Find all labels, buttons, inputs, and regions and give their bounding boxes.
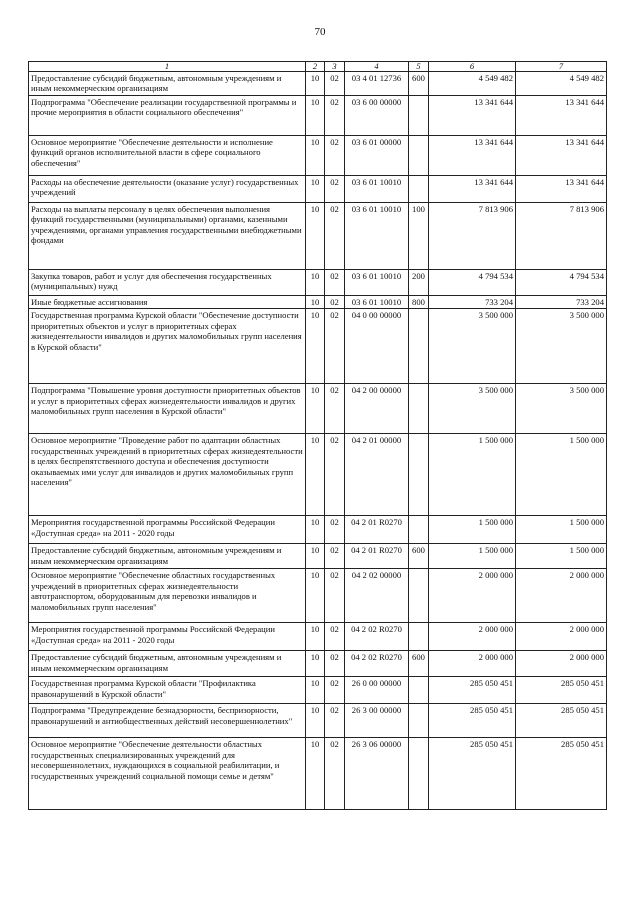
cell-subsection: 02 (325, 135, 345, 175)
cell-name: Государственная программа Курской области "Профилактика правонарушений в Курской области" (29, 677, 306, 704)
cell-name: Основное мероприятие "Обеспечение деятельности и исполнение функций органов исполнительной власти в сфере социального обеспечения" (29, 135, 306, 175)
table-row (29, 704, 607, 738)
cell-amount-1: 13 341 644 (429, 135, 516, 175)
cell-expense-type (409, 384, 429, 434)
cell-expense-type: 100 (409, 202, 429, 269)
cell-name: Основное мероприятие "Обеспечение областных государственных учреждений в приоритетных сферах жизнедеятельности автотранспортом, оборудованным для перевозки инвалидов и маломобильных групп населения" (29, 569, 306, 623)
cell-subsection: 02 (325, 295, 345, 308)
cell-amount-1: 13 341 644 (429, 95, 516, 135)
budget-table (28, 61, 607, 810)
cell-amount-1: 13 341 644 (429, 175, 516, 202)
cell-amount-2: 2 000 000 (516, 569, 607, 623)
cell-expense-type (409, 704, 429, 738)
cell-target-article: 26 3 00 00000 (345, 704, 409, 738)
cell-amount-1: 1 500 000 (429, 544, 516, 569)
cell-amount-2: 285 050 451 (516, 677, 607, 704)
cell-section: 10 (306, 309, 325, 384)
table-row (29, 269, 607, 295)
cell-target-article: 04 2 01 R0270 (345, 544, 409, 569)
cell-name: Основное мероприятие "Обеспечение деятельности областных государственных специализированных учреждений для несовершеннолетних, нуждающихся в социальной реабилитации, и государственных учреждений социальной помощи семье и детям" (29, 738, 306, 810)
cell-expense-type (409, 623, 429, 651)
header-col-4: 4 (345, 62, 409, 72)
header-col-5: 5 (409, 62, 429, 72)
cell-amount-2: 3 500 000 (516, 384, 607, 434)
cell-section: 10 (306, 434, 325, 516)
cell-expense-type: 600 (409, 72, 429, 96)
cell-section: 10 (306, 175, 325, 202)
cell-amount-1: 3 500 000 (429, 309, 516, 384)
cell-amount-1: 2 000 000 (429, 569, 516, 623)
cell-name: Предоставление субсидий бюджетным, автономным учреждениям и иным некоммерческим организациям (29, 544, 306, 569)
cell-name: Подпрограмма "Повышение уровня доступности приоритетных объектов и услуг в приоритетных сферах жизнедеятельности инвалидов и других маломобильных групп населения в Курской области" (29, 384, 306, 434)
page-number: 70 (314, 26, 326, 38)
cell-name: Основное мероприятие "Проведение работ по адаптации областных государственных учреждений в приоритетных сферах жизнедеятельности в целях беспрепятственного доступа и обеспечения доступности оказываемых ими услуг для инвалидов и других маломобильных групп населения" (29, 434, 306, 516)
cell-amount-2: 1 500 000 (516, 434, 607, 516)
cell-target-article: 03 6 01 10010 (345, 269, 409, 295)
table-row (29, 738, 607, 810)
cell-expense-type (409, 434, 429, 516)
cell-section: 10 (306, 738, 325, 810)
cell-subsection: 02 (325, 434, 345, 516)
cell-target-article: 04 2 01 00000 (345, 434, 409, 516)
cell-name: Предоставление субсидий бюджетным, автономным учреждениям и иным некоммерческим организациям (29, 651, 306, 677)
table-row (29, 202, 607, 269)
table-row (29, 434, 607, 516)
cell-section: 10 (306, 623, 325, 651)
cell-target-article: 03 4 01 12736 (345, 72, 409, 96)
cell-section: 10 (306, 516, 325, 544)
cell-amount-1: 7 813 906 (429, 202, 516, 269)
table-row (29, 309, 607, 384)
table-row (29, 384, 607, 434)
cell-target-article: 26 0 00 00000 (345, 677, 409, 704)
cell-target-article: 04 0 00 00000 (345, 309, 409, 384)
cell-expense-type (409, 95, 429, 135)
table-row (29, 651, 607, 677)
table-row (29, 295, 607, 308)
cell-subsection: 02 (325, 651, 345, 677)
cell-amount-1: 3 500 000 (429, 384, 516, 434)
cell-name: Подпрограмма "Обеспечение реализации государственной программы и прочие мероприятия в области социального обеспечения" (29, 95, 306, 135)
cell-name: Мероприятия государственной программы Российской Федерации «Доступная среда» на 2011 - 2020 годы (29, 516, 306, 544)
table-row (29, 569, 607, 623)
cell-amount-2: 2 000 000 (516, 623, 607, 651)
cell-expense-type (409, 738, 429, 810)
table-row (29, 516, 607, 544)
table-body (29, 72, 607, 810)
cell-amount-2: 13 341 644 (516, 175, 607, 202)
cell-amount-1: 4 549 482 (429, 72, 516, 96)
header-col-1: 1 (29, 62, 306, 72)
cell-name: Мероприятия государственной программы Российской Федерации «Доступная среда» на 2011 - 2020 годы (29, 623, 306, 651)
cell-amount-1: 4 794 534 (429, 269, 516, 295)
cell-name: Расходы на выплаты персоналу в целях обеспечения выполнения функций государственными (муниципальными) органами, казенными учреждениями, органами управления государственными внебюджетными фондами (29, 202, 306, 269)
cell-target-article: 03 6 00 00000 (345, 95, 409, 135)
cell-subsection: 02 (325, 72, 345, 96)
cell-amount-1: 2 000 000 (429, 651, 516, 677)
cell-amount-1: 1 500 000 (429, 516, 516, 544)
cell-amount-2: 13 341 644 (516, 135, 607, 175)
cell-section: 10 (306, 704, 325, 738)
cell-section: 10 (306, 72, 325, 96)
cell-subsection: 02 (325, 384, 345, 434)
cell-target-article: 03 6 01 10010 (345, 175, 409, 202)
header-col-3: 3 (325, 62, 345, 72)
cell-amount-1: 285 050 451 (429, 704, 516, 738)
cell-target-article: 26 3 06 00000 (345, 738, 409, 810)
cell-section: 10 (306, 544, 325, 569)
cell-amount-2: 1 500 000 (516, 544, 607, 569)
cell-expense-type (409, 516, 429, 544)
table-row (29, 677, 607, 704)
cell-section: 10 (306, 95, 325, 135)
cell-name: Предоставление субсидий бюджетным, автономным учреждениям и иным некоммерческим организациям (29, 72, 306, 96)
cell-target-article: 04 2 02 R0270 (345, 623, 409, 651)
cell-expense-type: 600 (409, 544, 429, 569)
cell-target-article: 04 2 02 R0270 (345, 651, 409, 677)
table-row (29, 135, 607, 175)
cell-section: 10 (306, 295, 325, 308)
cell-section: 10 (306, 569, 325, 623)
cell-target-article: 03 6 01 10010 (345, 295, 409, 308)
cell-amount-1: 2 000 000 (429, 623, 516, 651)
cell-expense-type (409, 135, 429, 175)
cell-target-article: 04 2 02 00000 (345, 569, 409, 623)
cell-expense-type: 600 (409, 651, 429, 677)
cell-subsection: 02 (325, 569, 345, 623)
cell-section: 10 (306, 651, 325, 677)
cell-name: Подпрограмма "Предупреждение безнадзорности, беспризорности, правонарушений и антиобщественных действий несовершеннолетних" (29, 704, 306, 738)
cell-amount-1: 285 050 451 (429, 738, 516, 810)
header-col-6: 6 (429, 62, 516, 72)
cell-section: 10 (306, 677, 325, 704)
cell-subsection: 02 (325, 677, 345, 704)
cell-subsection: 02 (325, 269, 345, 295)
cell-name: Государственная программа Курской области "Обеспечение доступности приоритетных объектов и услуг в приоритетных сферах жизнедеятельности инвалидов и других маломобильных групп населения в Курской области" (29, 309, 306, 384)
cell-target-article: 04 2 00 00000 (345, 384, 409, 434)
cell-subsection: 02 (325, 516, 345, 544)
cell-section: 10 (306, 269, 325, 295)
table-row (29, 95, 607, 135)
table-header-row (29, 62, 607, 72)
cell-amount-2: 1 500 000 (516, 516, 607, 544)
cell-subsection: 02 (325, 95, 345, 135)
cell-amount-1: 285 050 451 (429, 677, 516, 704)
cell-expense-type: 800 (409, 295, 429, 308)
table-row (29, 175, 607, 202)
table-row (29, 623, 607, 651)
cell-expense-type (409, 309, 429, 384)
header-col-7: 7 (516, 62, 607, 72)
cell-expense-type (409, 175, 429, 202)
cell-amount-2: 3 500 000 (516, 309, 607, 384)
cell-amount-2: 4 549 482 (516, 72, 607, 96)
table-row (29, 72, 607, 96)
cell-amount-1: 733 204 (429, 295, 516, 308)
cell-subsection: 02 (325, 738, 345, 810)
cell-subsection: 02 (325, 704, 345, 738)
cell-subsection: 02 (325, 175, 345, 202)
cell-target-article: 03 6 01 10010 (345, 202, 409, 269)
cell-amount-2: 285 050 451 (516, 738, 607, 810)
header-col-2: 2 (306, 62, 325, 72)
cell-target-article: 03 6 01 00000 (345, 135, 409, 175)
cell-expense-type: 200 (409, 269, 429, 295)
cell-amount-2: 285 050 451 (516, 704, 607, 738)
cell-subsection: 02 (325, 623, 345, 651)
cell-section: 10 (306, 202, 325, 269)
cell-subsection: 02 (325, 309, 345, 384)
cell-name: Иные бюджетные ассигнования (29, 295, 306, 308)
cell-amount-2: 7 813 906 (516, 202, 607, 269)
cell-amount-1: 1 500 000 (429, 434, 516, 516)
cell-amount-2: 13 341 644 (516, 95, 607, 135)
cell-amount-2: 2 000 000 (516, 651, 607, 677)
cell-section: 10 (306, 135, 325, 175)
cell-name: Закупка товаров, работ и услуг для обеспечения государственных (муниципальных) нужд (29, 269, 306, 295)
cell-target-article: 04 2 01 R0270 (345, 516, 409, 544)
cell-subsection: 02 (325, 544, 345, 569)
cell-expense-type (409, 569, 429, 623)
cell-amount-2: 4 794 534 (516, 269, 607, 295)
table-row (29, 544, 607, 569)
cell-section: 10 (306, 384, 325, 434)
cell-amount-2: 733 204 (516, 295, 607, 308)
cell-subsection: 02 (325, 202, 345, 269)
cell-expense-type (409, 677, 429, 704)
cell-name: Расходы на обеспечение деятельности (оказание услуг) государственных учреждений (29, 175, 306, 202)
